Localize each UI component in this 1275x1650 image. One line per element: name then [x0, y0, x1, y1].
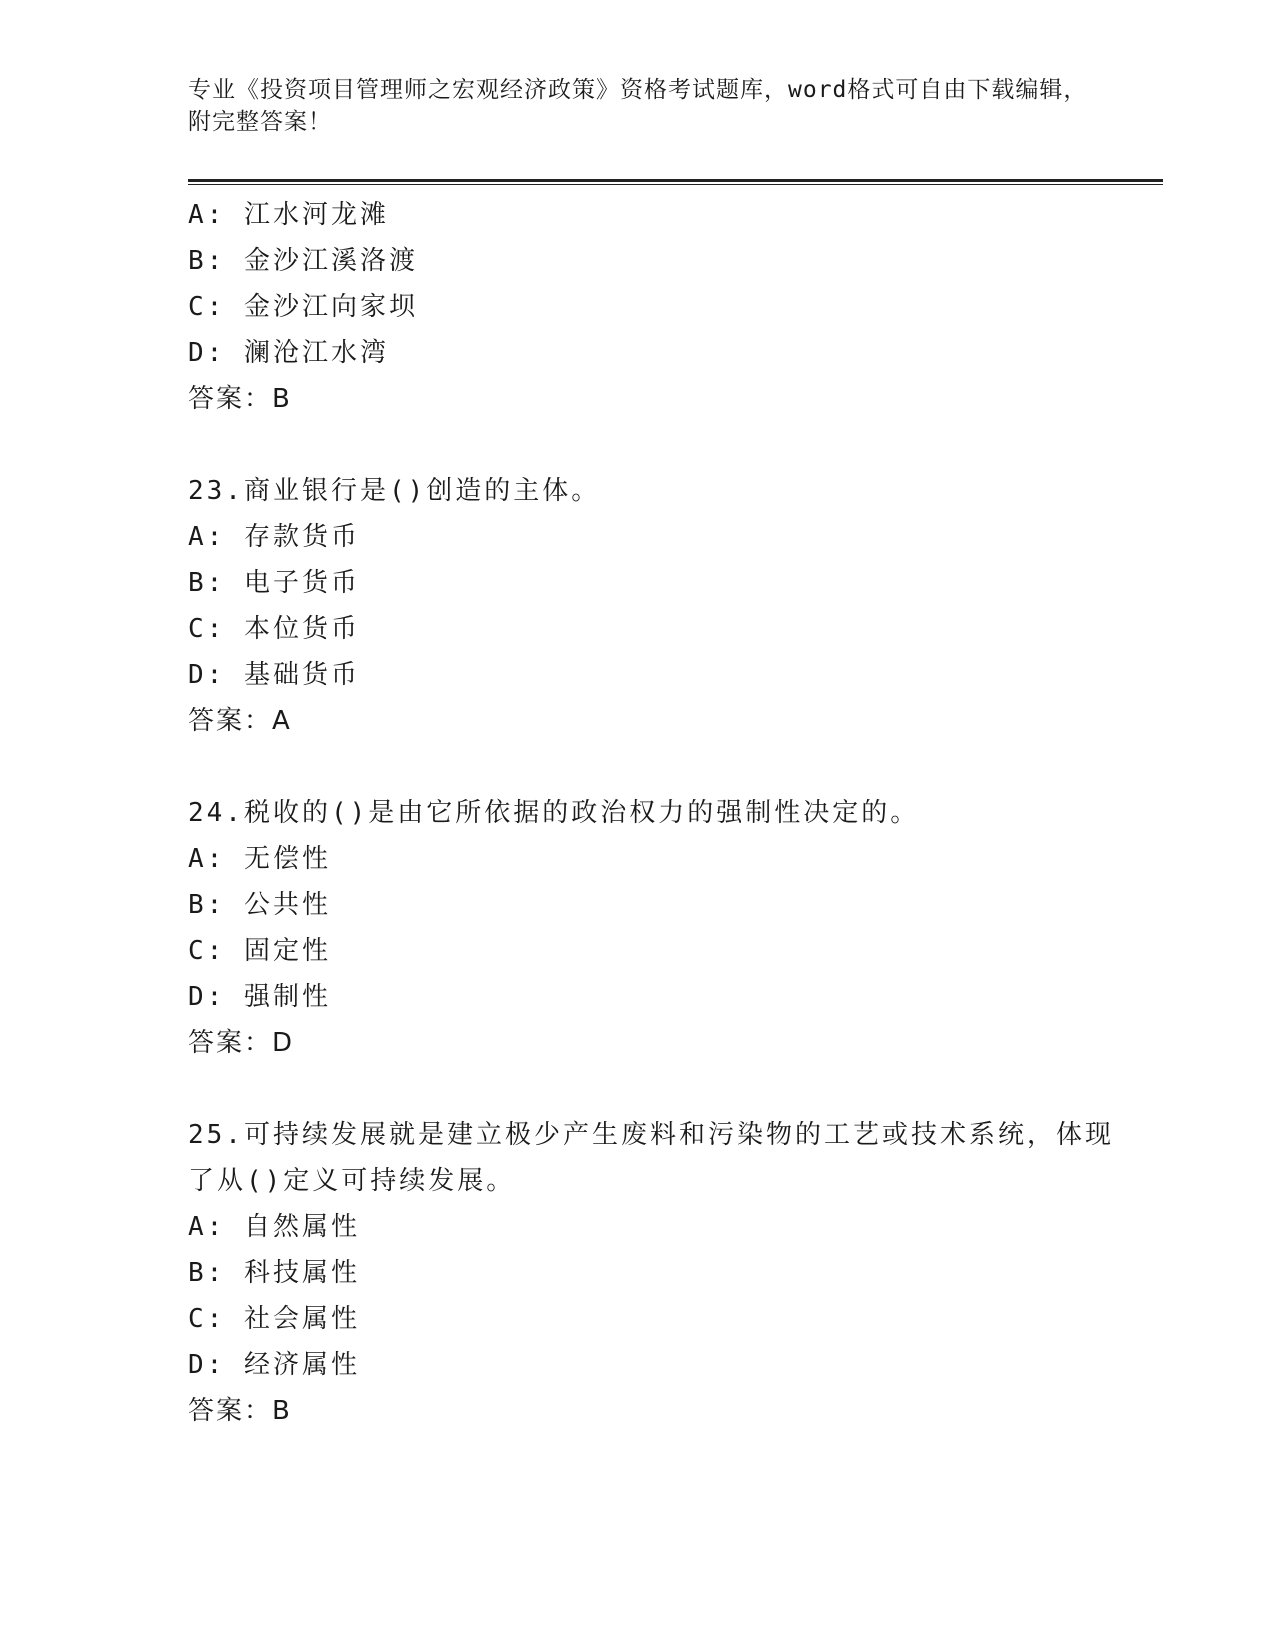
option-c: C: 社会属性 [188, 1304, 360, 1334]
option-c: C: 金沙江向家坝 [188, 292, 418, 322]
question-text: 25.可持续发展就是建立极少产生废料和污染物的工艺或技术系统，体现了从()定义可持续发展。 [188, 1120, 1114, 1196]
question-block [188, 1112, 1118, 1434]
answer-line: 答案：B [188, 384, 292, 414]
option-a: A: 自然属性 [188, 1212, 360, 1242]
question-text: 24.税收的()是由它所依据的政治权力的强制性决定的。 [188, 798, 920, 828]
option-a: A: 无偿性 [188, 844, 331, 874]
header-rule-thick [188, 179, 1163, 182]
option-a: A: 江水河龙滩 [188, 200, 389, 230]
option-d: D: 强制性 [188, 982, 331, 1012]
option-d: D: 澜沧江水湾 [188, 338, 389, 368]
option-c: C: 固定性 [188, 936, 331, 966]
answer-line: 答案：A [188, 706, 292, 736]
option-d: D: 基础货币 [188, 660, 360, 690]
option-b: B: 金沙江溪洛渡 [188, 246, 418, 276]
question-text: 23.商业银行是()创造的主体。 [188, 476, 601, 506]
option-c: C: 本位货币 [188, 614, 360, 644]
answer-line: 答案：D [188, 1028, 295, 1058]
option-d: D: 经济属性 [188, 1350, 360, 1380]
answer-line: 答案：B [188, 1396, 292, 1426]
option-b: B: 科技属性 [188, 1258, 360, 1288]
option-b: B: 公共性 [188, 890, 331, 920]
question-block [188, 790, 1118, 1066]
document-header: 专业《投资项目管理师之宏观经济政策》资格考试题库，word格式可自由下载编辑，附完整答案！ [188, 77, 1088, 135]
question-block [188, 468, 1118, 744]
option-a: A: 存款货币 [188, 522, 360, 552]
question-list [188, 192, 1118, 1434]
question-block [188, 192, 1118, 422]
option-b: B: 电子货币 [188, 568, 360, 598]
header-rule-thin [188, 184, 1163, 185]
